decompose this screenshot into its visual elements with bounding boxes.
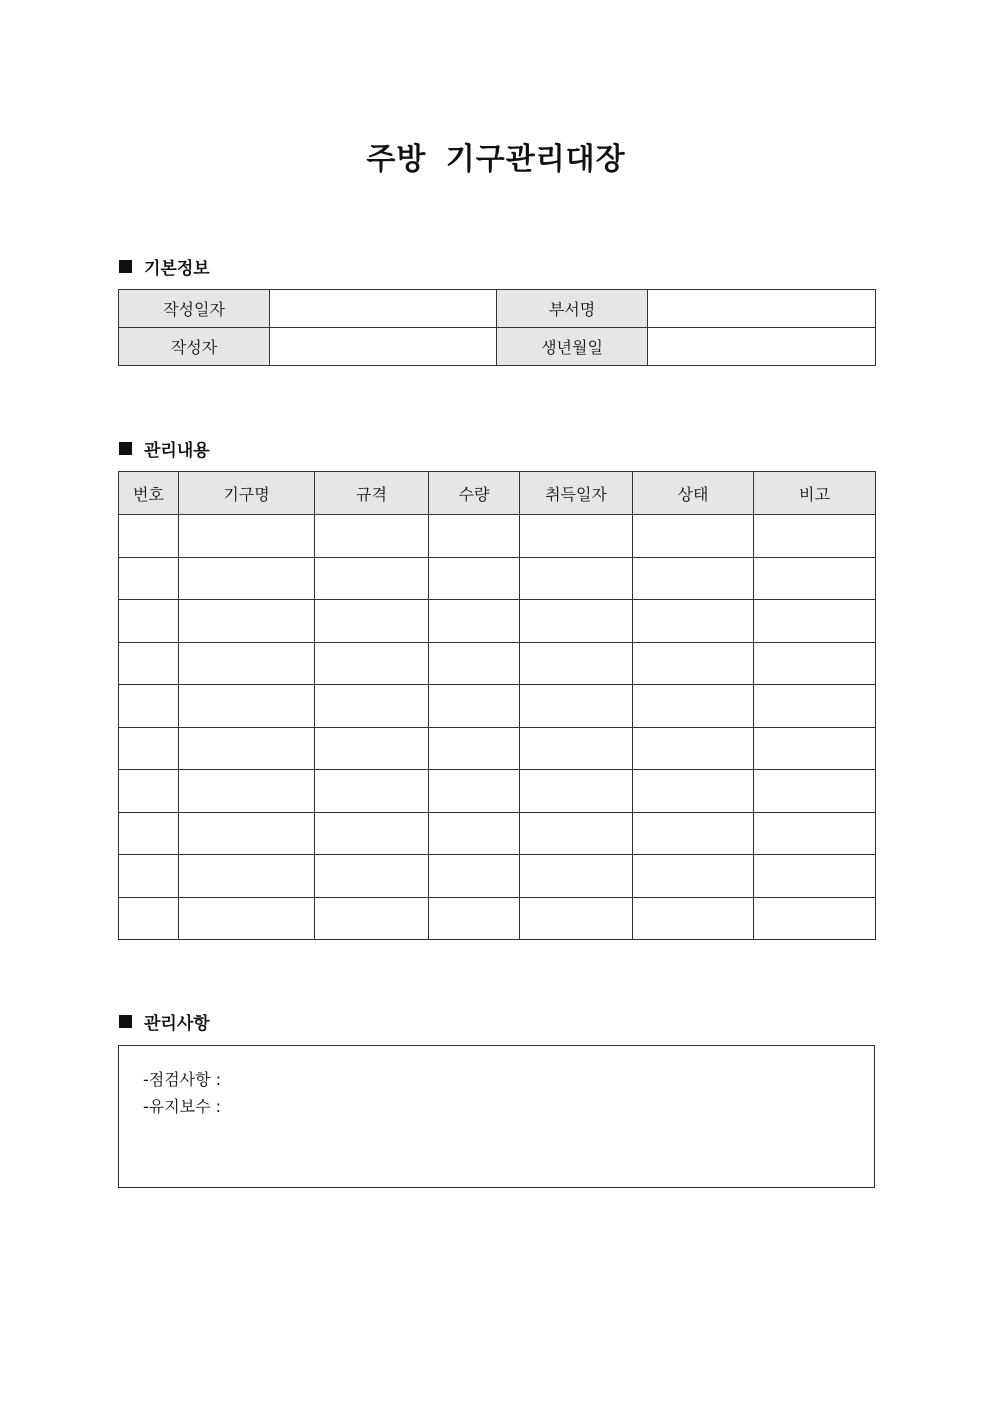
table-row	[119, 727, 876, 770]
table-cell[interactable]	[520, 685, 633, 728]
table-cell[interactable]	[754, 685, 876, 728]
table-cell[interactable]	[754, 600, 876, 643]
table-row	[119, 685, 876, 728]
section-heading-label: 관리사항	[144, 1014, 210, 1034]
notes-box[interactable]	[118, 1045, 875, 1188]
square-bullet-icon	[119, 442, 132, 455]
table-cell[interactable]	[754, 727, 876, 770]
column-header-quantity: 수량	[429, 472, 520, 515]
table-cell[interactable]	[754, 897, 876, 940]
table-cell[interactable]	[633, 515, 754, 558]
note-maintenance: -유지보수 :	[143, 1097, 222, 1116]
table-cell[interactable]	[315, 557, 429, 600]
table-cell[interactable]	[179, 642, 315, 685]
page-title: 주방 기구관리대장	[366, 142, 626, 177]
table-cell[interactable]	[754, 515, 876, 558]
table-row	[119, 557, 876, 600]
table-cell[interactable]	[520, 600, 633, 643]
table-cell[interactable]	[520, 727, 633, 770]
column-header-spec: 규격	[315, 472, 429, 515]
table-cell[interactable]	[315, 770, 429, 813]
table-cell[interactable]	[633, 812, 754, 855]
table-cell[interactable]	[429, 685, 520, 728]
table-cell[interactable]	[315, 685, 429, 728]
table-cell[interactable]	[119, 727, 179, 770]
table-cell[interactable]	[520, 642, 633, 685]
table-cell[interactable]	[429, 897, 520, 940]
square-bullet-icon	[119, 1015, 132, 1028]
basic-info-table	[118, 289, 876, 366]
table-cell[interactable]	[315, 855, 429, 898]
table-cell[interactable]	[633, 600, 754, 643]
table-cell[interactable]	[119, 600, 179, 643]
table-cell[interactable]	[633, 855, 754, 898]
table-cell[interactable]	[179, 770, 315, 813]
table-cell[interactable]	[520, 812, 633, 855]
table-cell[interactable]	[179, 557, 315, 600]
table-cell[interactable]	[520, 515, 633, 558]
info-label: 작성자	[119, 328, 270, 366]
table-cell[interactable]	[429, 642, 520, 685]
table-cell[interactable]	[179, 515, 315, 558]
table-cell[interactable]	[179, 812, 315, 855]
table-cell[interactable]	[754, 642, 876, 685]
table-cell[interactable]	[429, 515, 520, 558]
table-header-row	[119, 472, 876, 515]
table-cell[interactable]	[754, 812, 876, 855]
square-bullet-icon	[119, 260, 132, 273]
management-table	[118, 471, 876, 940]
section-heading-label: 기본정보	[144, 259, 210, 279]
table-cell[interactable]	[520, 855, 633, 898]
table-row	[119, 642, 876, 685]
basic-info-row	[119, 290, 876, 328]
table-cell[interactable]	[429, 855, 520, 898]
section-heading-management	[119, 436, 210, 461]
table-cell[interactable]	[429, 557, 520, 600]
table-cell[interactable]	[315, 727, 429, 770]
column-header-number: 번호	[119, 472, 179, 515]
column-header-item-name: 기구명	[179, 472, 315, 515]
table-cell[interactable]	[119, 557, 179, 600]
table-cell[interactable]	[179, 855, 315, 898]
table-cell[interactable]	[633, 642, 754, 685]
table-cell[interactable]	[179, 897, 315, 940]
table-cell[interactable]	[520, 897, 633, 940]
table-cell[interactable]	[179, 685, 315, 728]
table-cell[interactable]	[315, 897, 429, 940]
section-heading-label: 관리내용	[144, 441, 210, 461]
column-header-remarks: 비고	[754, 472, 876, 515]
table-cell[interactable]	[633, 897, 754, 940]
info-value-field[interactable]	[648, 290, 876, 328]
table-cell[interactable]	[633, 727, 754, 770]
table-cell[interactable]	[754, 557, 876, 600]
table-row	[119, 855, 876, 898]
table-cell[interactable]	[429, 812, 520, 855]
info-label: 작성일자	[119, 290, 270, 328]
table-cell[interactable]	[315, 515, 429, 558]
table-cell[interactable]	[119, 642, 179, 685]
info-label: 부서명	[497, 290, 648, 328]
basic-info-row	[119, 328, 876, 366]
table-cell[interactable]	[429, 770, 520, 813]
table-cell[interactable]	[315, 642, 429, 685]
table-row	[119, 897, 876, 940]
column-header-acquired-date: 취득일자	[520, 472, 633, 515]
table-cell[interactable]	[119, 812, 179, 855]
info-value-field[interactable]	[648, 328, 876, 366]
table-cell[interactable]	[754, 855, 876, 898]
table-cell[interactable]	[179, 600, 315, 643]
info-value-field[interactable]	[270, 328, 497, 366]
table-cell[interactable]	[633, 685, 754, 728]
table-row	[119, 515, 876, 558]
note-inspection: -점검사항 :	[143, 1070, 222, 1089]
table-cell[interactable]	[315, 600, 429, 643]
table-cell[interactable]	[315, 812, 429, 855]
table-cell[interactable]	[429, 600, 520, 643]
table-cell[interactable]	[119, 855, 179, 898]
management-table-body	[119, 515, 876, 940]
table-cell[interactable]	[520, 770, 633, 813]
table-row	[119, 770, 876, 813]
table-cell[interactable]	[119, 685, 179, 728]
table-row	[119, 600, 876, 643]
table-cell[interactable]	[633, 557, 754, 600]
table-cell[interactable]	[754, 770, 876, 813]
table-cell[interactable]	[119, 770, 179, 813]
table-cell[interactable]	[633, 770, 754, 813]
table-cell[interactable]	[119, 515, 179, 558]
table-cell[interactable]	[520, 557, 633, 600]
column-header-status: 상태	[633, 472, 754, 515]
table-cell[interactable]	[429, 727, 520, 770]
table-cell[interactable]	[179, 727, 315, 770]
table-row	[119, 812, 876, 855]
info-value-field[interactable]	[270, 290, 497, 328]
section-heading-basic-info	[119, 254, 210, 279]
info-label: 생년월일	[497, 328, 648, 366]
table-cell[interactable]	[119, 897, 179, 940]
section-heading-notes	[119, 1009, 210, 1034]
